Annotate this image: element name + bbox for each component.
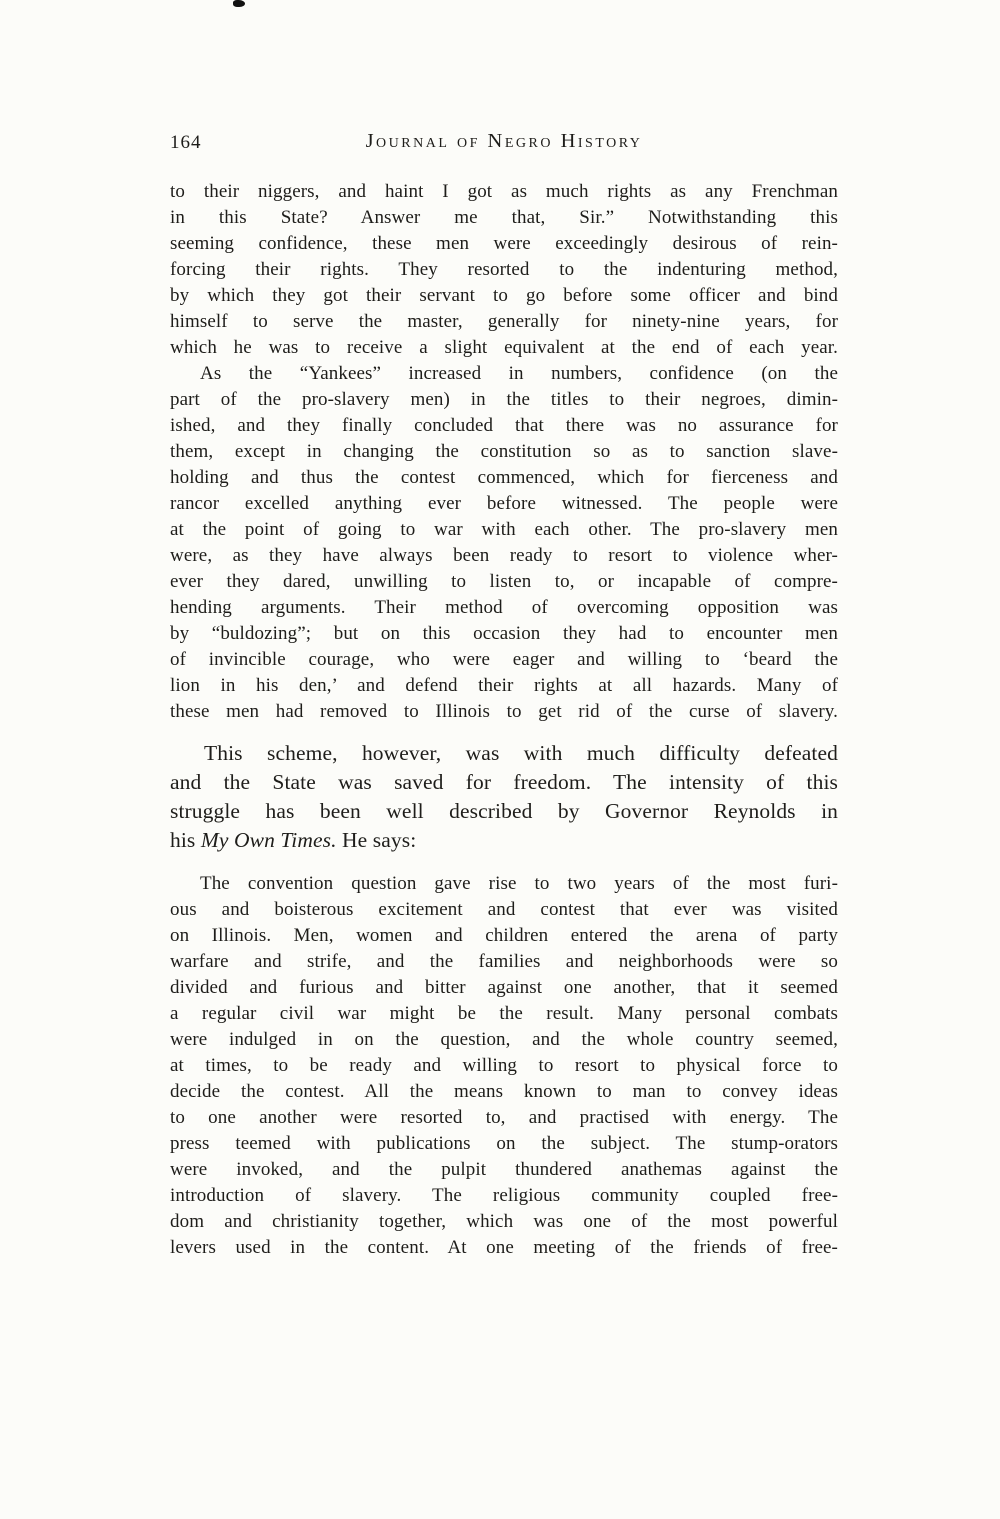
text-line: them, except in changing the constitution so as to sanction slave- bbox=[170, 441, 838, 462]
text-line: This scheme, however, was with much difficulty defeated bbox=[204, 741, 838, 765]
text-line: part of the pro-slavery men) in the titles to their negroes, dimin- bbox=[170, 389, 838, 410]
text-line: lion in his den,’ and defend their rights at all hazards. Many of bbox=[170, 675, 838, 696]
narrative-last-line-pre: his bbox=[170, 828, 201, 852]
text-line: to their niggers, and haint I got as much rights as any Frenchman bbox=[170, 181, 838, 202]
text-line: of invincible courage, who were eager and willing to ‘beard the bbox=[170, 649, 838, 670]
text-line: ever they dared, unwilling to listen to, or incapable of compre- bbox=[170, 571, 838, 592]
text-line: forcing their rights. They resorted to the indenturing method, bbox=[170, 259, 838, 280]
text-line: struggle has been well described by Governor Reynolds in bbox=[170, 799, 838, 823]
paragraph-quote-second bbox=[170, 361, 838, 725]
text-line: were indulged in on the question, and the whole country seemed, bbox=[170, 1029, 838, 1050]
narrative-last-line-post: He says: bbox=[336, 828, 417, 852]
text-line: seeming confidence, these men were exceedingly desirous of rein- bbox=[170, 233, 838, 254]
text-line: levers used in the content. At one meeting of the friends of free- bbox=[170, 1237, 838, 1258]
text-line: on Illinois. Men, women and children entered the arena of party bbox=[170, 925, 838, 946]
text-line: holding and thus the contest commenced, which for fierceness and bbox=[170, 467, 838, 488]
text-line: divided and furious and bitter against one another, that it seemed bbox=[170, 977, 838, 998]
text-line: press teemed with publications on the subject. The stump-orators bbox=[170, 1133, 838, 1154]
text-line: which he was to receive a slight equivalent at the end of each year. bbox=[170, 337, 838, 358]
page-header bbox=[170, 130, 838, 156]
text-line: in this State? Answer me that, Sir.” Notwithstanding this bbox=[170, 207, 838, 228]
paragraph-narrative bbox=[170, 739, 838, 855]
text-line: were, as they have always been ready to resort to violence wher- bbox=[170, 545, 838, 566]
text-line: ous and boisterous excitement and contest that ever was visited bbox=[170, 899, 838, 920]
text-line: As the “Yankees” increased in numbers, confidence (on the bbox=[200, 363, 838, 384]
text-line: were invoked, and the pulpit thundered anathemas against the bbox=[170, 1159, 838, 1180]
text-line: ished, and they finally concluded that there was no assurance for bbox=[170, 415, 838, 436]
text-line: at times, to be ready and willing to resort to physical force to bbox=[170, 1055, 838, 1076]
text-line: himself to serve the master, generally for ninety-nine years, for bbox=[170, 311, 838, 332]
paragraph-quote-continuation bbox=[170, 179, 838, 361]
text-line: dom and christianity together, which was one of the most powerful bbox=[170, 1211, 838, 1232]
journal-title: Journal of Negro History bbox=[365, 130, 643, 152]
text-line: hending arguments. Their method of overcoming opposition was bbox=[170, 597, 838, 618]
text-line: decide the contest. All the means known to man to convey ideas bbox=[170, 1081, 838, 1102]
text-line: at the point of going to war with each other. The pro-slavery men bbox=[170, 519, 838, 540]
book-title-italic: My Own Times. bbox=[200, 828, 337, 852]
scan-speck bbox=[233, 0, 245, 7]
text-line: these men had removed to Illinois to get rid of the curse of slavery. bbox=[170, 701, 838, 722]
text-line: rancor excelled anything ever before witnessed. The people were bbox=[170, 493, 838, 514]
paragraph-reynolds-quote bbox=[170, 871, 838, 1261]
text-line: introduction of slavery. The religious community coupled free- bbox=[170, 1185, 838, 1206]
text-line: warfare and strife, and the families and neighborhoods were so bbox=[170, 951, 838, 972]
text-line: to one another were resorted to, and practised with energy. The bbox=[170, 1107, 838, 1128]
text-block bbox=[170, 179, 838, 1261]
text-line bbox=[170, 826, 838, 855]
text-line: by which they got their servant to go before some officer and bind bbox=[170, 285, 838, 306]
text-line: by “buldozing”; but on this occasion they had to encounter men bbox=[170, 623, 838, 644]
text-line: The convention question gave rise to two years of the most furi- bbox=[200, 873, 838, 894]
text-line: a regular civil war might be the result. Many personal combats bbox=[170, 1003, 838, 1024]
text-line: and the State was saved for freedom. The intensity of this bbox=[170, 770, 838, 794]
page-number: 164 bbox=[170, 132, 202, 153]
